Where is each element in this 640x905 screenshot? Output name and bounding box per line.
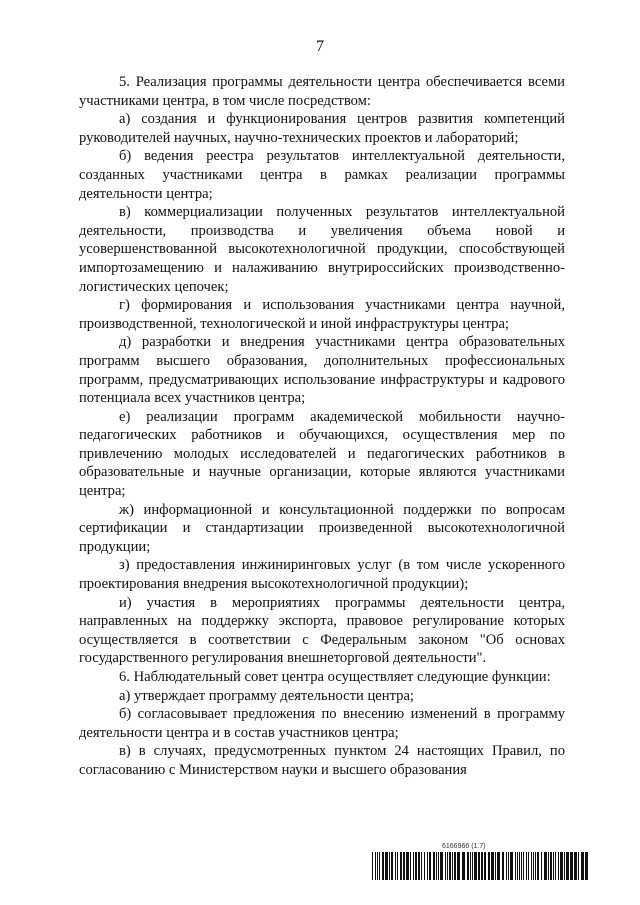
paragraph: д) разработки и внедрения участниками центра образовательных программ высшего образования, дополнительных профессиональных программ, предусматривающих использование инфраструктуры и кадрового потенциала всех участников центра; [79,334,565,407]
paragraph: г) формирования и использования участниками центра научной, производственной, технологической и иной инфраструктуры центра; [79,297,565,332]
paragraph: а) утверждает программу деятельности центра; [119,687,414,704]
paragraph: 6. Наблюдательный совет центра осуществляет следующие функции: [119,669,551,685]
document-code: 6166966 (1.7) [442,843,486,850]
paragraph: з) предоставления инжиниринговых услуг (в том числе ускоренного проектирования внедрения высокотехнологичной продукции); [79,557,565,593]
paragraph: е) реализации программ академической мобильности научно-педагогических работников и обучающихся, осуществления мер по привлечению молодых исследователей и педагогических работников в образовательные и научные организации, которые являются участниками центра; [79,408,565,500]
paragraph: 5. Реализация программы деятельности центра обеспечивается всеми участниками центра, в том числе посредством: [79,74,565,109]
paragraph: в) коммерциализации полученных результатов интеллектуальной деятельности, производства и увеличения объема новой и усовершенствованной высокотехнологичной продукции, способствующей импортозамещению и налаживанию внутрироссийских производственно-логистических цепочек; [79,204,565,295]
paragraph: б) ведения реестра результатов интеллектуальной деятельности, созданных участниками центра в рамках реализации программы деятельности центра; [79,148,565,202]
barcode [372,852,588,880]
paragraph: и) участия в мероприятиях программы деятельности центра, направленных на поддержку экспорта, правовое регулирование которых осуществляется в соответствии с Федеральным законом "Об основах государственного регулирования внешнеторговой деятельности". [79,594,565,667]
paragraph: б) согласовывает предложения по внесению изменений в программу деятельности центра и в состав участников центра; [79,706,565,741]
paragraph: в) в случаях, предусмотренных пунктом 24 настоящих Правил, по согласованию с Министерством науки и высшего образования [79,743,565,778]
document-body [79,73,565,780]
paragraph: а) создания и функционирования центров развития компетенций руководителей научных, научно-технических проектов и лабораторий; [79,111,565,146]
page-number: 7 [316,38,324,55]
paragraph: ж) информационной и консультационной поддержки по вопросам сертификации и стандартизации произведенной высокотехнологичной продукции; [79,501,565,555]
